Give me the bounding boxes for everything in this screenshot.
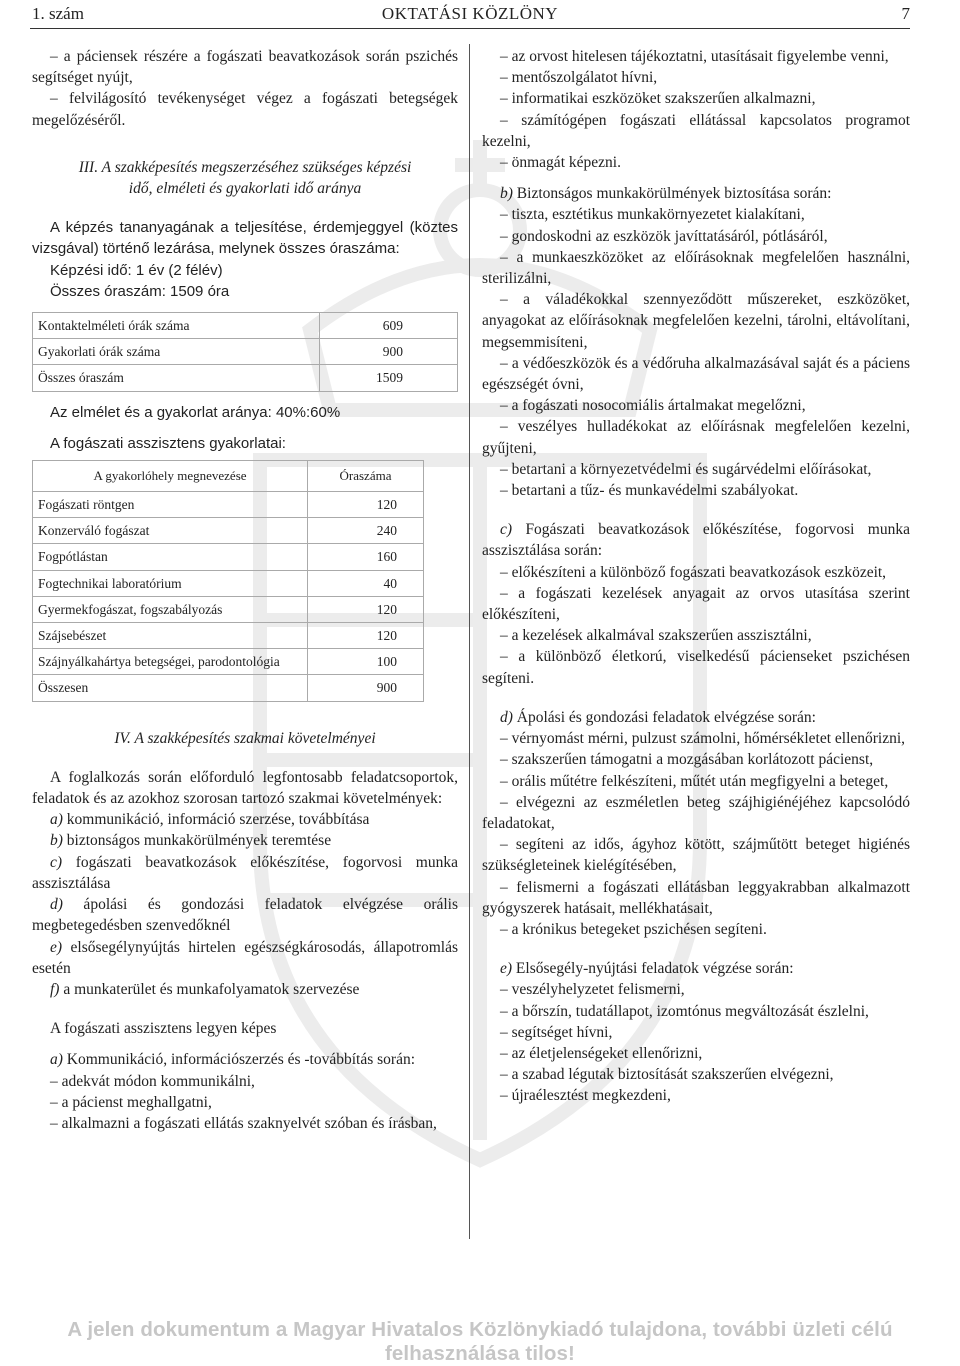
total-hours: Összes óraszám: 1509 óra	[50, 282, 230, 300]
hours-value: 900	[320, 339, 458, 365]
list-item: – veszélyes hulladékokat az előírásnak megfelelően kezelni, gyűjteni,	[482, 418, 910, 457]
list-item: – mentőszolgálatot hívni,	[500, 69, 658, 87]
list-item: – önmagát képezni.	[500, 154, 621, 172]
table-row	[33, 492, 424, 518]
practice-place: Összesen	[33, 675, 308, 701]
list-item: – orális műtétre felkészíteni, műtét után megfigyelni a beteget,	[500, 772, 889, 790]
list-item: – gondoskodni az eszközök javíttatásáról, pótlásáról,	[500, 227, 828, 245]
hours-label: Összes óraszám	[33, 365, 320, 391]
table-row	[33, 596, 424, 622]
list-item: – számítógépen fogászati ellátással kapcsolatos programot kezelni,	[482, 111, 910, 150]
practice-hours: 160	[308, 544, 424, 570]
left-column	[32, 46, 458, 1134]
table-row	[33, 623, 424, 649]
practice-hours: 240	[308, 518, 424, 544]
subsection-a-heading: a) Kommunikáció, információszerzés és -továbbítás során:	[50, 1051, 416, 1069]
list-item: – tiszta, esztétikus munkakörnyezetet kialakítani,	[500, 206, 805, 224]
list-item: – előkészíteni a különböző fogászati beavatkozások eszközeit,	[500, 563, 887, 581]
section-iii-title-line2: idő, elméleti és gyakorlati idő aránya	[128, 180, 362, 198]
hours-label: Kontaktelméleti órák száma	[33, 313, 320, 339]
list-item: – segíteni az idős, ágyhoz kötött, szájműtött beteget higiénés szükségleteinek kielégítésében,	[482, 836, 910, 875]
practice-hours: 100	[308, 649, 424, 675]
requirement-item: b) biztonságos munkakörülmények teremtése	[50, 832, 332, 850]
table-row	[33, 649, 424, 675]
section-iv-title: IV. A szakképesítés szakmai követelményei	[114, 729, 376, 747]
table-row	[33, 675, 424, 701]
subsection-b-heading: b) Biztonságos munkakörülmények biztosítása során:	[500, 185, 832, 203]
subsection-e-heading: e) Elsősegély-nyújtási feladatok végzése során:	[500, 960, 794, 978]
list-item: – a kezelések alkalmával szakszerűen asszisztálni,	[500, 627, 812, 645]
practice-place: Konzerváló fogászat	[33, 518, 308, 544]
hours-value: 609	[320, 313, 458, 339]
list-item: – a különböző életkorú, viselkedésű pácienseket pszichésen segíteni.	[482, 648, 910, 687]
table-row	[33, 339, 458, 365]
requirement-item: c) fogászati beavatkozások előkészítése, fogorvosi munka asszisztálása	[32, 853, 458, 892]
practice-hours: 120	[308, 492, 424, 518]
list-item: – a munkaeszközöket az előírásoknak megfelelően használni, sterilizálni,	[482, 248, 910, 288]
right-column	[482, 46, 910, 1107]
list-item: – informatikai eszközöket szakszerűen alkalmazni,	[500, 90, 816, 108]
practice-title: A fogászati asszisztens gyakorlatai:	[50, 434, 286, 452]
list-item: – felismerni a fogászati ellátásban leggyakrabban alkalmazott gyógyszerek hatásait, mellékhatásait,	[482, 878, 910, 917]
table-row	[33, 570, 424, 596]
list-item: – a fogászati kezelések anyagait az orvos utasítása szerint előkészíteni,	[482, 584, 910, 624]
publication-title: OKTATÁSI KÖZLÖNY	[381, 4, 559, 23]
table-row	[33, 313, 458, 339]
list-item: – az életjelenségeket ellenőrizni,	[500, 1044, 703, 1062]
list-item: – a pácienst meghallgatni,	[50, 1093, 212, 1111]
practice-place: Gyermekfogászat, fogszabályozás	[33, 596, 308, 622]
hours-label: Gyakorlati órák száma	[33, 339, 320, 365]
list-item: – a bőrszín, tudatállapot, izomtónus megváltozását észlelni,	[500, 1002, 869, 1020]
intro-line: – felvilágosító tevékenységet végez a fogászati betegségek megelőzéséről.	[32, 90, 458, 129]
table-row	[33, 518, 424, 544]
list-item: – újraélesztést megkezdeni,	[500, 1087, 671, 1105]
list-item: – a váladékokkal szennyeződött műszereket, eszközöket, anyagokat az előírásoknak megfelelően kezelni, tárolni, eltávolítani, megsemmisíteni,	[482, 291, 910, 351]
requirement-item: f) a munkaterület és munkafolyamatok szervezése	[50, 980, 360, 998]
list-item: – alkalmazni a fogászati ellátás szaknyelvét szóban és írásban,	[50, 1114, 437, 1132]
column-header-hours: Óraszáma	[308, 461, 424, 492]
practice-place: Fogpótlástan	[33, 544, 308, 570]
list-item: – betartani a környezetvédelmi és sugárvédelmi előírásokat,	[500, 460, 872, 478]
intro-line: – a páciensek részére a fogászati beavatkozások során pszichés segítséget nyújt,	[32, 48, 458, 87]
column-header-place: A gyakorlóhely megnevezése	[33, 461, 308, 492]
page-header	[30, 2, 910, 29]
practice-hours: 40	[308, 570, 424, 596]
list-item: – szakszerűen támogatni a mozgásában korlátozott pácienst,	[500, 751, 874, 769]
ratio-text: Az elmélet és a gyakorlat aránya: 40%:60%	[50, 403, 341, 421]
practice-place: Szájnyálkahártya betegségei, parodontológia	[33, 649, 308, 675]
practice-hours: 120	[308, 596, 424, 622]
list-item: – a szabad légutak biztosítását szakszerűen elvégezni,	[500, 1066, 834, 1084]
list-item: – segítséget hívni,	[500, 1023, 613, 1041]
practice-table	[32, 460, 424, 702]
hours-table	[32, 312, 458, 392]
requirement-item: a) kommunikáció, információ szerzése, továbbítása	[50, 811, 370, 829]
subsection-c-heading: c) Fogászati beavatkozások előkészítése, fogorvosi munka asszisztálása során:	[482, 521, 910, 560]
table-header-row	[33, 461, 424, 492]
section-iii-paragraph: A képzés tananyagának a teljesítése, érdemjeggyel (köztes vizsgával) történő lezárása, melynek összes óraszáma:	[32, 219, 458, 258]
page-number: 7	[901, 4, 910, 23]
practice-place: Fogtechnikai laboratórium	[33, 570, 308, 596]
list-item: – vérnyomást mérni, pulzust számolni, hőmérsékletet ellenőrizni,	[500, 730, 906, 748]
section-iii-title: III. A szakképesítés megszerzéséhez szükséges képzési	[78, 158, 412, 176]
requirement-item: e) elsősegélynyújtás hirtelen egészségkárosodás, állapotromlás esetén	[32, 938, 458, 977]
list-item: – az orvost hitelesen tájékoztatni, utasításait figyelembe venni,	[500, 48, 889, 65]
hours-value: 1509	[320, 365, 458, 391]
table-row	[33, 365, 458, 391]
list-item: – a krónikus betegeket pszichésen segíteni.	[500, 920, 767, 938]
column-divider	[469, 44, 470, 1239]
section-iv-paragraph: A foglalkozás során előforduló legfontosabb feladatcsoportok, feladatok és az azokhoz szorosan tartozó szakmai követelmények:	[32, 768, 458, 808]
list-item: – a fogászati nosocomiális ártalmakat megelőzni,	[500, 397, 806, 415]
list-item: – elvégezni az eszméletlen beteg szájhigiénéjéhez kapcsolódó feladatokat,	[482, 793, 910, 832]
list-item: – adekvát módon kommunikálni,	[50, 1072, 255, 1090]
capable-intro: A fogászati asszisztens legyen képes	[50, 1020, 277, 1038]
table-row	[33, 544, 424, 570]
subsection-d-heading: d) Ápolási és gondozási feladatok elvégzése során:	[500, 708, 816, 726]
requirement-item: d) ápolási és gondozási feladatok elvégzése orális megbetegedésben szenvedőknél	[32, 896, 458, 935]
training-time: Képzési idő: 1 év (2 félév)	[50, 261, 223, 279]
practice-hours: 900	[308, 675, 424, 701]
practice-place: Fogászati röntgen	[33, 492, 308, 518]
practice-hours: 120	[308, 623, 424, 649]
ownership-notice: A jelen dokumentum a Magyar Hivatalos Közlönykiadó tulajdona, további üzleti célú felhasználása tilos!	[67, 1318, 893, 1365]
practice-place: Szájsebészet	[33, 623, 308, 649]
list-item: – a védőeszközök és a védőruha alkalmazásával saját és a páciens egészségét óvni,	[482, 354, 910, 394]
list-item: – betartani a tűz- és munkavédelmi szabályokat.	[500, 482, 799, 500]
issue-number: 1. szám	[32, 4, 84, 23]
list-item: – veszélyhelyzetet felismerni,	[500, 981, 685, 999]
